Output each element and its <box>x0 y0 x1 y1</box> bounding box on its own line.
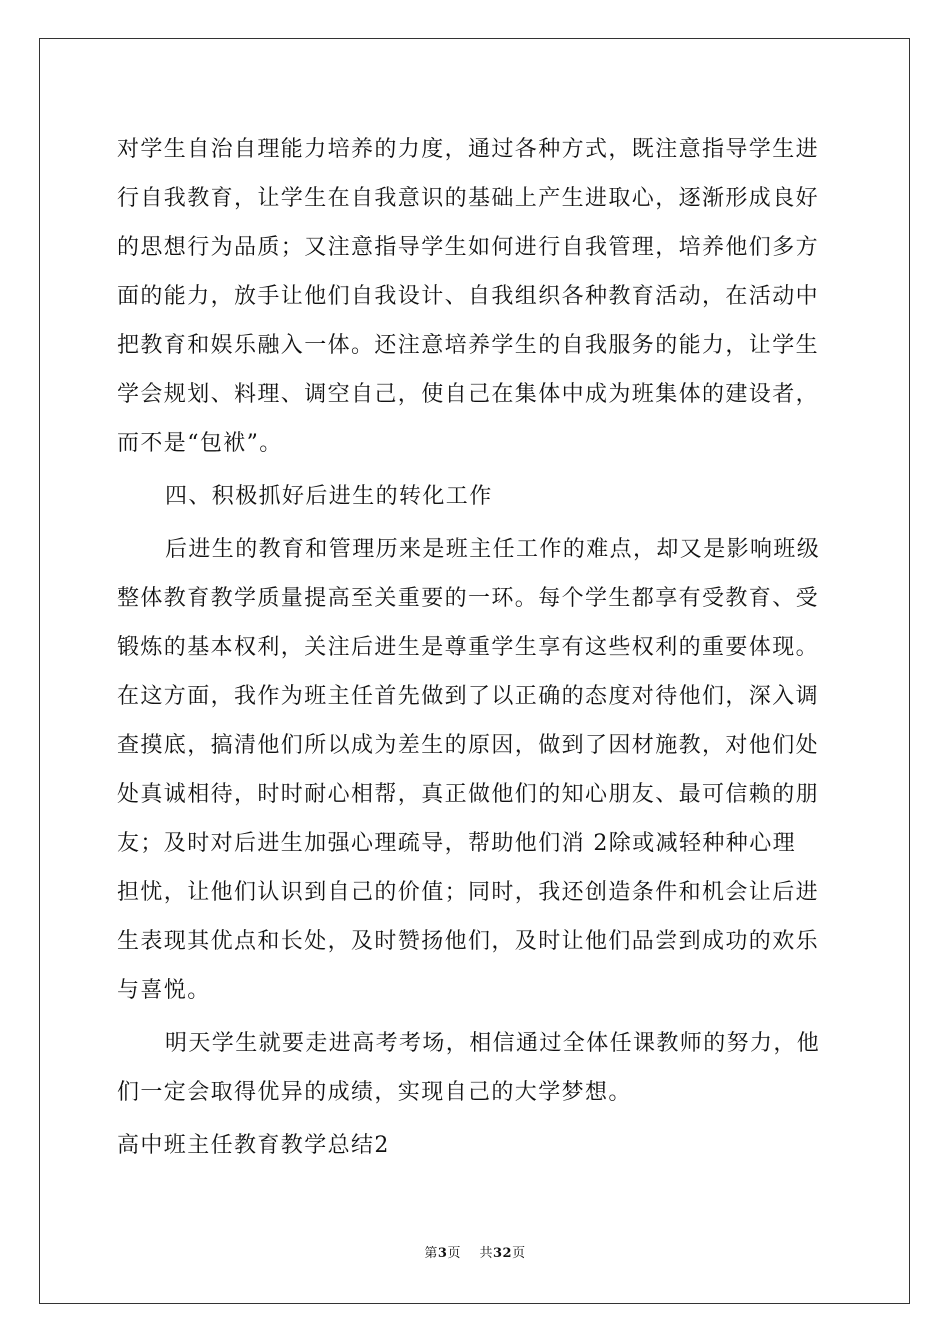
section-heading: 四、积极抓好后进生的转化工作 <box>165 484 493 509</box>
text-line: 整体教育教学质量提高至关重要的一环。每个学生都享有受教育、受 <box>117 586 820 611</box>
text-line: 后进生的教育和管理历来是班主任工作的难点，却又是影响班级 <box>165 537 821 562</box>
text-line: 面的能力，放手让他们自我设计、自我组织各种教育活动，在活动中 <box>117 284 820 309</box>
text-line: 与喜悦。 <box>117 978 211 1003</box>
text-line: 把教育和娱乐融入一体。还注意培养学生的自我服务的能力，让学生 <box>117 333 820 358</box>
page-suffix: 页 <box>447 1246 461 1261</box>
text-line: 在这方面，我作为班主任首先做到了以正确的态度对待他们，深入调 <box>117 684 820 709</box>
page-footer <box>0 1242 950 1261</box>
text-line: 友；及时对后进生加强心理疏导，帮助他们消 2除或减轻种种心理 <box>117 831 796 856</box>
page-prefix: 第 <box>424 1246 438 1261</box>
text-line: 锻炼的基本权利，关注后进生是尊重学生享有这些权利的重要体现。 <box>117 635 820 660</box>
text-line: 查摸底，搞清他们所以成为差生的原因，做到了因材施教，对他们处 <box>117 733 820 758</box>
text-line: 生表现其优点和长处，及时赞扬他们，及时让他们品尝到成功的欢乐 <box>117 929 820 954</box>
total-prefix: 共 <box>479 1246 493 1261</box>
text-line: 对学生自治自理能力培养的力度，通过各种方式，既注意指导学生进 <box>117 137 820 162</box>
text-line: 行自我教育，让学生在自我意识的基础上产生进取心，逐渐形成良好 <box>117 186 820 211</box>
total-pages: 32 <box>493 1246 513 1261</box>
text-line: 而不是“包袱”。 <box>117 431 283 456</box>
text-line: 担忧，让他们认识到自己的价值；同时，我还创造条件和机会让后进 <box>117 880 820 905</box>
total-suffix: 页 <box>512 1246 526 1261</box>
text-line: 的思想行为品质；又注意指导学生如何进行自我管理，培养他们多方 <box>117 235 820 260</box>
text-line: 们一定会取得优异的成绩，实现自己的大学梦想。 <box>117 1080 632 1105</box>
text-line: 明天学生就要走进高考考场，相信通过全体任课教师的努力，他 <box>165 1031 821 1056</box>
document-subtitle: 高中班主任教育教学总结2 <box>117 1133 390 1158</box>
text-line: 学会规划、料理、调空自己，使自己在集体中成为班集体的建设者， <box>117 382 820 407</box>
page-number: 3 <box>437 1246 448 1261</box>
text-line: 处真诚相待，时时耐心相帮，真正做他们的知心朋友、最可信赖的朋 <box>117 782 820 807</box>
document-body <box>117 125 833 1170</box>
